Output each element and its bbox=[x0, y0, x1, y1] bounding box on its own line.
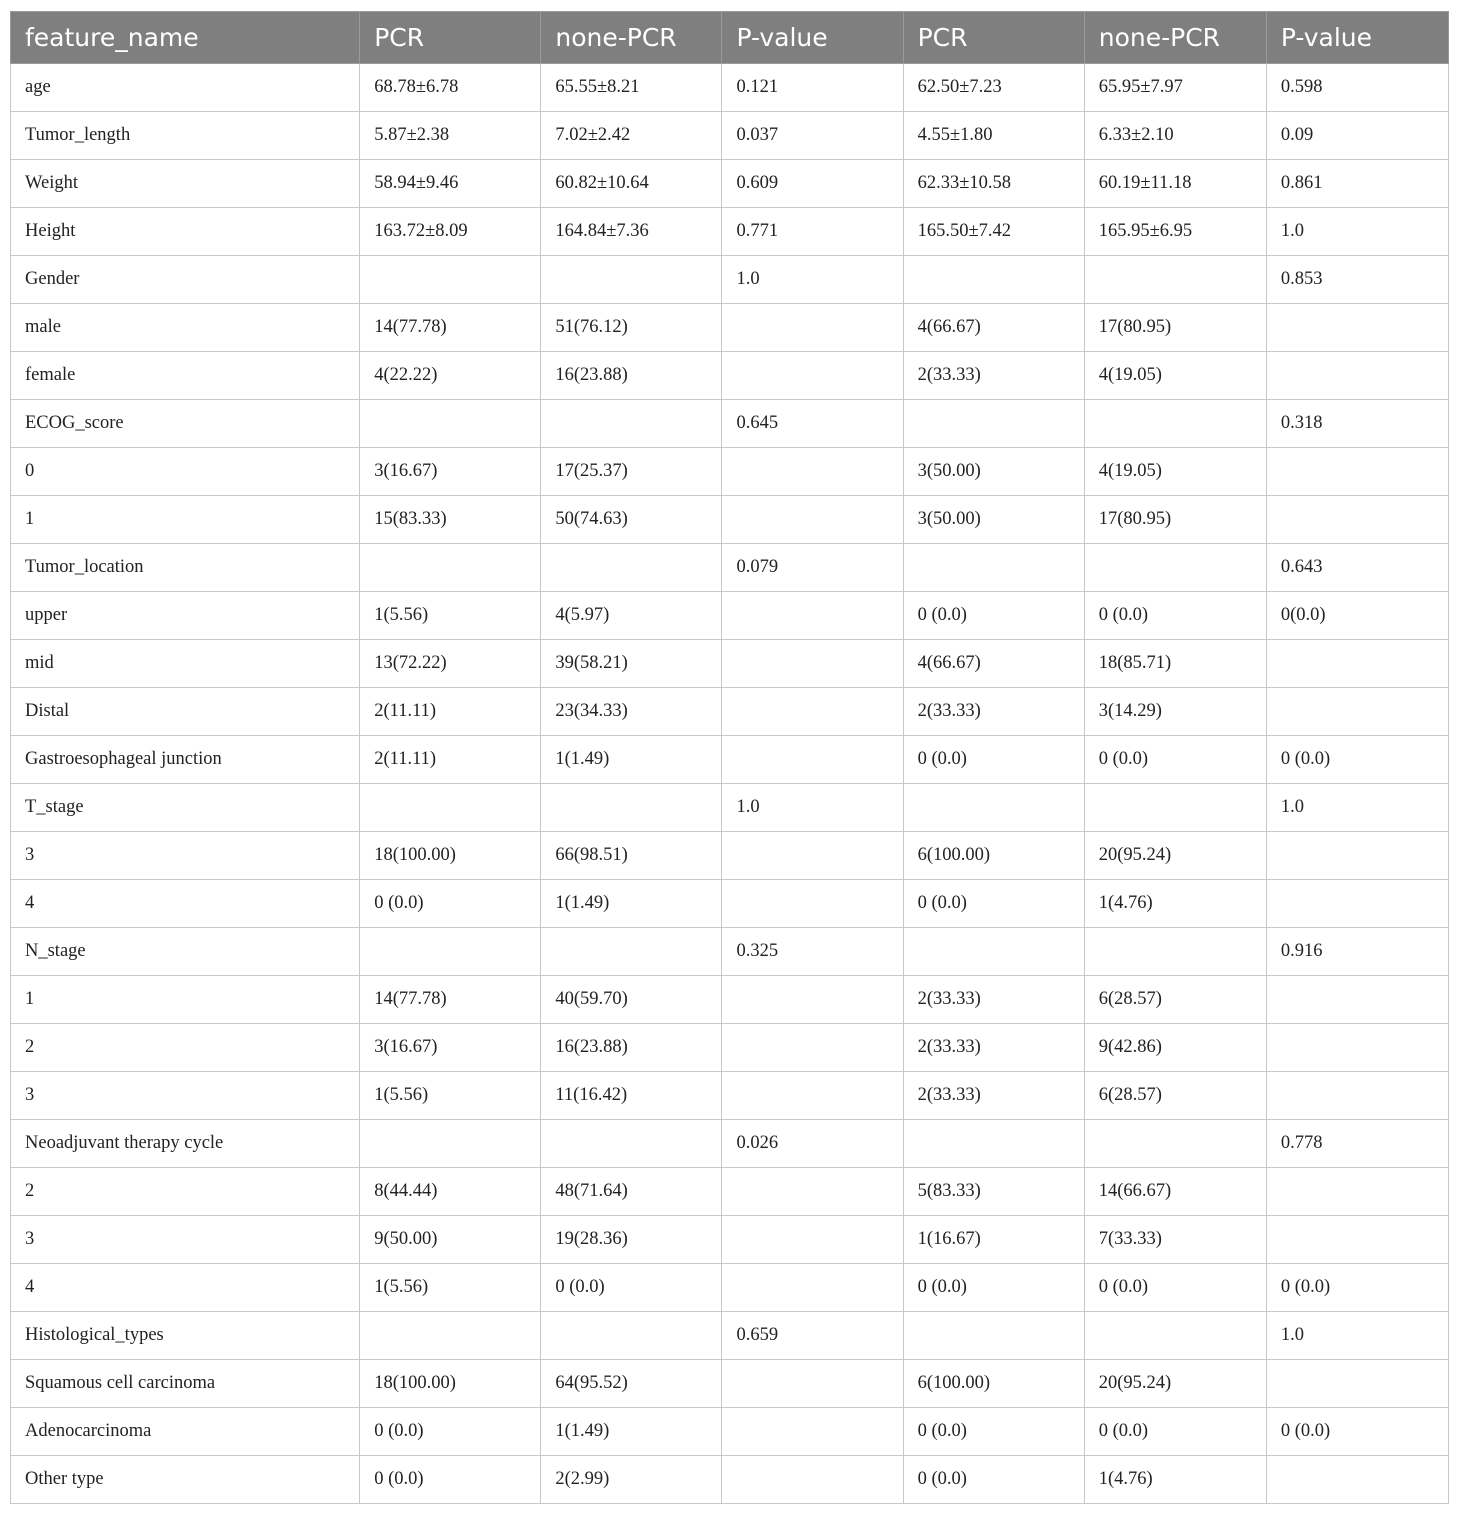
none-pcr-cell: 4(19.05) bbox=[1084, 448, 1266, 496]
p-value-cell bbox=[722, 688, 903, 736]
pcr-cell bbox=[360, 544, 541, 592]
table-row bbox=[11, 1168, 1449, 1216]
feature-name-cell: 4 bbox=[11, 880, 360, 928]
feature-name-cell: Histological_types bbox=[11, 1312, 360, 1360]
p-value-cell bbox=[722, 592, 903, 640]
table-row bbox=[11, 1024, 1449, 1072]
p-value-cell: 0.325 bbox=[722, 928, 903, 976]
none-pcr-cell bbox=[1084, 1312, 1266, 1360]
table-row bbox=[11, 64, 1449, 112]
p-value-cell bbox=[722, 1456, 903, 1504]
none-pcr-cell: 19(28.36) bbox=[541, 1216, 722, 1264]
pcr-cell: 9(50.00) bbox=[360, 1216, 541, 1264]
pcr-cell: 14(77.78) bbox=[360, 304, 541, 352]
table-row bbox=[11, 784, 1449, 832]
header-none-pcr-1: none-PCR bbox=[541, 12, 722, 64]
pcr-cell: 3(16.67) bbox=[360, 1024, 541, 1072]
none-pcr-cell: 1(1.49) bbox=[541, 1408, 722, 1456]
feature-name-cell: Other type bbox=[11, 1456, 360, 1504]
none-pcr-cell bbox=[1084, 256, 1266, 304]
none-pcr-cell bbox=[541, 400, 722, 448]
pcr-cell: 3(50.00) bbox=[903, 448, 1084, 496]
table-row bbox=[11, 352, 1449, 400]
none-pcr-cell bbox=[1084, 1120, 1266, 1168]
p-value-cell: 0 (0.0) bbox=[1266, 1408, 1448, 1456]
p-value-cell bbox=[1266, 352, 1448, 400]
feature-name-cell: ECOG_score bbox=[11, 400, 360, 448]
none-pcr-cell: 1(4.76) bbox=[1084, 1456, 1266, 1504]
pcr-cell: 1(16.67) bbox=[903, 1216, 1084, 1264]
feature-name-cell: 4 bbox=[11, 1264, 360, 1312]
p-value-cell bbox=[722, 736, 903, 784]
feature-name-cell: male bbox=[11, 304, 360, 352]
p-value-cell: 0.598 bbox=[1266, 64, 1448, 112]
feature-name-cell: Neoadjuvant therapy cycle bbox=[11, 1120, 360, 1168]
pcr-cell: 4(22.22) bbox=[360, 352, 541, 400]
none-pcr-cell: 6.33±2.10 bbox=[1084, 112, 1266, 160]
none-pcr-cell: 1(1.49) bbox=[541, 736, 722, 784]
pcr-cell: 5(83.33) bbox=[903, 1168, 1084, 1216]
none-pcr-cell: 164.84±7.36 bbox=[541, 208, 722, 256]
p-value-cell: 0.643 bbox=[1266, 544, 1448, 592]
none-pcr-cell: 7.02±2.42 bbox=[541, 112, 722, 160]
p-value-cell bbox=[1266, 448, 1448, 496]
p-value-cell bbox=[1266, 976, 1448, 1024]
none-pcr-cell: 14(66.67) bbox=[1084, 1168, 1266, 1216]
table-row bbox=[11, 592, 1449, 640]
pcr-cell: 3(50.00) bbox=[903, 496, 1084, 544]
p-value-cell: 0 (0.0) bbox=[1266, 1264, 1448, 1312]
table-row bbox=[11, 832, 1449, 880]
p-value-cell: 0.609 bbox=[722, 160, 903, 208]
header-feature-name: feature_name bbox=[11, 12, 360, 64]
table-row bbox=[11, 496, 1449, 544]
none-pcr-cell: 0 (0.0) bbox=[541, 1264, 722, 1312]
feature-name-cell: Height bbox=[11, 208, 360, 256]
table-row bbox=[11, 688, 1449, 736]
none-pcr-cell: 0 (0.0) bbox=[1084, 592, 1266, 640]
pcr-cell bbox=[903, 1120, 1084, 1168]
header-p-value-1: P-value bbox=[722, 12, 903, 64]
header-pcr-1: PCR bbox=[360, 12, 541, 64]
none-pcr-cell: 17(80.95) bbox=[1084, 304, 1266, 352]
none-pcr-cell: 39(58.21) bbox=[541, 640, 722, 688]
pcr-cell: 4(66.67) bbox=[903, 640, 1084, 688]
feature-name-cell: Distal bbox=[11, 688, 360, 736]
p-value-cell bbox=[722, 832, 903, 880]
table-row bbox=[11, 1072, 1449, 1120]
none-pcr-cell: 20(95.24) bbox=[1084, 1360, 1266, 1408]
table-row bbox=[11, 640, 1449, 688]
p-value-cell bbox=[722, 1408, 903, 1456]
p-value-cell bbox=[1266, 1360, 1448, 1408]
none-pcr-cell: 4(19.05) bbox=[1084, 352, 1266, 400]
none-pcr-cell: 2(2.99) bbox=[541, 1456, 722, 1504]
pcr-cell: 0 (0.0) bbox=[903, 592, 1084, 640]
pcr-cell: 2(33.33) bbox=[903, 1072, 1084, 1120]
pcr-cell: 0 (0.0) bbox=[360, 1408, 541, 1456]
none-pcr-cell bbox=[541, 928, 722, 976]
p-value-cell bbox=[1266, 1072, 1448, 1120]
p-value-cell: 0.026 bbox=[722, 1120, 903, 1168]
pcr-cell: 62.33±10.58 bbox=[903, 160, 1084, 208]
none-pcr-cell: 20(95.24) bbox=[1084, 832, 1266, 880]
none-pcr-cell: 16(23.88) bbox=[541, 352, 722, 400]
p-value-cell: 0.916 bbox=[1266, 928, 1448, 976]
p-value-cell bbox=[1266, 304, 1448, 352]
p-value-cell: 0.778 bbox=[1266, 1120, 1448, 1168]
pcr-cell: 13(72.22) bbox=[360, 640, 541, 688]
feature-name-cell: Gender bbox=[11, 256, 360, 304]
p-value-cell bbox=[722, 1024, 903, 1072]
pcr-cell: 4(66.67) bbox=[903, 304, 1084, 352]
table-header bbox=[11, 12, 1449, 64]
table-row bbox=[11, 448, 1449, 496]
p-value-cell: 0.771 bbox=[722, 208, 903, 256]
feature-name-cell: 1 bbox=[11, 976, 360, 1024]
none-pcr-cell: 23(34.33) bbox=[541, 688, 722, 736]
p-value-cell bbox=[1266, 880, 1448, 928]
p-value-cell: 0 (0.0) bbox=[1266, 736, 1448, 784]
pcr-cell: 0 (0.0) bbox=[903, 736, 1084, 784]
pcr-cell: 5.87±2.38 bbox=[360, 112, 541, 160]
table-row bbox=[11, 880, 1449, 928]
p-value-cell bbox=[1266, 1456, 1448, 1504]
table-body bbox=[11, 64, 1449, 1504]
p-value-cell: 1.0 bbox=[722, 256, 903, 304]
p-value-cell: 0.121 bbox=[722, 64, 903, 112]
pcr-cell: 68.78±6.78 bbox=[360, 64, 541, 112]
p-value-cell: 1.0 bbox=[722, 784, 903, 832]
header-pcr-2: PCR bbox=[903, 12, 1084, 64]
p-value-cell bbox=[722, 304, 903, 352]
p-value-cell bbox=[1266, 832, 1448, 880]
none-pcr-cell: 18(85.71) bbox=[1084, 640, 1266, 688]
none-pcr-cell: 16(23.88) bbox=[541, 1024, 722, 1072]
pcr-cell: 2(33.33) bbox=[903, 1024, 1084, 1072]
none-pcr-cell: 4(5.97) bbox=[541, 592, 722, 640]
p-value-cell: 0.861 bbox=[1266, 160, 1448, 208]
none-pcr-cell bbox=[1084, 784, 1266, 832]
pcr-cell: 6(100.00) bbox=[903, 1360, 1084, 1408]
pcr-cell: 4.55±1.80 bbox=[903, 112, 1084, 160]
p-value-cell bbox=[722, 352, 903, 400]
none-pcr-cell: 7(33.33) bbox=[1084, 1216, 1266, 1264]
none-pcr-cell: 65.95±7.97 bbox=[1084, 64, 1266, 112]
p-value-cell bbox=[722, 1216, 903, 1264]
p-value-cell bbox=[1266, 1024, 1448, 1072]
feature-name-cell: age bbox=[11, 64, 360, 112]
pcr-cell: 3(16.67) bbox=[360, 448, 541, 496]
pcr-cell: 2(33.33) bbox=[903, 688, 1084, 736]
p-value-cell bbox=[1266, 496, 1448, 544]
feature-name-cell: Squamous cell carcinoma bbox=[11, 1360, 360, 1408]
pcr-cell: 8(44.44) bbox=[360, 1168, 541, 1216]
feature-name-cell: upper bbox=[11, 592, 360, 640]
p-value-cell bbox=[722, 1360, 903, 1408]
table-row bbox=[11, 1360, 1449, 1408]
none-pcr-cell: 66(98.51) bbox=[541, 832, 722, 880]
none-pcr-cell bbox=[1084, 400, 1266, 448]
table-row bbox=[11, 304, 1449, 352]
none-pcr-cell: 0 (0.0) bbox=[1084, 1264, 1266, 1312]
table-row bbox=[11, 256, 1449, 304]
p-value-cell bbox=[722, 1168, 903, 1216]
none-pcr-cell bbox=[1084, 928, 1266, 976]
feature-name-cell: 2 bbox=[11, 1024, 360, 1072]
p-value-cell bbox=[1266, 688, 1448, 736]
p-value-cell: 0.645 bbox=[722, 400, 903, 448]
pcr-cell: 0 (0.0) bbox=[360, 880, 541, 928]
table-row bbox=[11, 976, 1449, 1024]
table-row bbox=[11, 1264, 1449, 1312]
clinical-features-table bbox=[10, 11, 1449, 1504]
pcr-cell: 14(77.78) bbox=[360, 976, 541, 1024]
table-row bbox=[11, 208, 1449, 256]
p-value-cell bbox=[1266, 1216, 1448, 1264]
none-pcr-cell bbox=[541, 1312, 722, 1360]
pcr-cell: 2(11.11) bbox=[360, 736, 541, 784]
none-pcr-cell: 165.95±6.95 bbox=[1084, 208, 1266, 256]
none-pcr-cell: 60.82±10.64 bbox=[541, 160, 722, 208]
none-pcr-cell: 6(28.57) bbox=[1084, 1072, 1266, 1120]
feature-name-cell: Tumor_location bbox=[11, 544, 360, 592]
feature-name-cell: Weight bbox=[11, 160, 360, 208]
pcr-cell bbox=[360, 1312, 541, 1360]
p-value-cell: 0.037 bbox=[722, 112, 903, 160]
pcr-cell: 0 (0.0) bbox=[903, 1456, 1084, 1504]
feature-name-cell: 2 bbox=[11, 1168, 360, 1216]
feature-name-cell: 3 bbox=[11, 1072, 360, 1120]
p-value-cell: 0.09 bbox=[1266, 112, 1448, 160]
header-p-value-2: P-value bbox=[1266, 12, 1448, 64]
none-pcr-cell: 17(80.95) bbox=[1084, 496, 1266, 544]
table-row bbox=[11, 1120, 1449, 1168]
feature-name-cell: 1 bbox=[11, 496, 360, 544]
none-pcr-cell: 65.55±8.21 bbox=[541, 64, 722, 112]
table-row bbox=[11, 1312, 1449, 1360]
data-table-container bbox=[10, 11, 1449, 1504]
pcr-cell: 1(5.56) bbox=[360, 1072, 541, 1120]
p-value-cell: 0.853 bbox=[1266, 256, 1448, 304]
pcr-cell bbox=[903, 256, 1084, 304]
table-row bbox=[11, 1456, 1449, 1504]
pcr-cell: 0 (0.0) bbox=[903, 1408, 1084, 1456]
p-value-cell bbox=[1266, 640, 1448, 688]
pcr-cell: 2(33.33) bbox=[903, 976, 1084, 1024]
feature-name-cell: female bbox=[11, 352, 360, 400]
feature-name-cell: 0 bbox=[11, 448, 360, 496]
pcr-cell: 1(5.56) bbox=[360, 1264, 541, 1312]
feature-name-cell: Gastroesophageal junction bbox=[11, 736, 360, 784]
table-row bbox=[11, 400, 1449, 448]
pcr-cell bbox=[903, 1312, 1084, 1360]
p-value-cell: 1.0 bbox=[1266, 208, 1448, 256]
p-value-cell bbox=[722, 976, 903, 1024]
none-pcr-cell: 0 (0.0) bbox=[1084, 736, 1266, 784]
pcr-cell: 18(100.00) bbox=[360, 832, 541, 880]
none-pcr-cell bbox=[541, 784, 722, 832]
pcr-cell bbox=[903, 928, 1084, 976]
p-value-cell: 0.079 bbox=[722, 544, 903, 592]
table-row bbox=[11, 1408, 1449, 1456]
header-none-pcr-2: none-PCR bbox=[1084, 12, 1266, 64]
p-value-cell: 1.0 bbox=[1266, 784, 1448, 832]
pcr-cell bbox=[360, 928, 541, 976]
pcr-cell: 0 (0.0) bbox=[360, 1456, 541, 1504]
pcr-cell bbox=[903, 544, 1084, 592]
pcr-cell: 18(100.00) bbox=[360, 1360, 541, 1408]
feature-name-cell: Tumor_length bbox=[11, 112, 360, 160]
feature-name-cell: Adenocarcinoma bbox=[11, 1408, 360, 1456]
pcr-cell: 165.50±7.42 bbox=[903, 208, 1084, 256]
pcr-cell: 15(83.33) bbox=[360, 496, 541, 544]
none-pcr-cell bbox=[541, 256, 722, 304]
none-pcr-cell: 64(95.52) bbox=[541, 1360, 722, 1408]
table-row bbox=[11, 928, 1449, 976]
p-value-cell: 0.659 bbox=[722, 1312, 903, 1360]
table-row bbox=[11, 736, 1449, 784]
pcr-cell: 1(5.56) bbox=[360, 592, 541, 640]
feature-name-cell: 3 bbox=[11, 1216, 360, 1264]
pcr-cell bbox=[360, 400, 541, 448]
p-value-cell bbox=[722, 448, 903, 496]
none-pcr-cell: 1(4.76) bbox=[1084, 880, 1266, 928]
none-pcr-cell: 17(25.37) bbox=[541, 448, 722, 496]
pcr-cell: 2(33.33) bbox=[903, 352, 1084, 400]
none-pcr-cell: 60.19±11.18 bbox=[1084, 160, 1266, 208]
none-pcr-cell: 11(16.42) bbox=[541, 1072, 722, 1120]
p-value-cell bbox=[722, 496, 903, 544]
table-row bbox=[11, 544, 1449, 592]
pcr-cell bbox=[360, 1120, 541, 1168]
feature-name-cell: mid bbox=[11, 640, 360, 688]
none-pcr-cell: 48(71.64) bbox=[541, 1168, 722, 1216]
pcr-cell bbox=[360, 784, 541, 832]
p-value-cell: 1.0 bbox=[1266, 1312, 1448, 1360]
table-row bbox=[11, 112, 1449, 160]
none-pcr-cell: 6(28.57) bbox=[1084, 976, 1266, 1024]
pcr-cell: 58.94±9.46 bbox=[360, 160, 541, 208]
p-value-cell bbox=[722, 880, 903, 928]
none-pcr-cell: 1(1.49) bbox=[541, 880, 722, 928]
none-pcr-cell: 40(59.70) bbox=[541, 976, 722, 1024]
none-pcr-cell bbox=[541, 1120, 722, 1168]
feature-name-cell: N_stage bbox=[11, 928, 360, 976]
p-value-cell bbox=[722, 1264, 903, 1312]
pcr-cell: 0 (0.0) bbox=[903, 880, 1084, 928]
p-value-cell bbox=[1266, 1168, 1448, 1216]
none-pcr-cell bbox=[1084, 544, 1266, 592]
none-pcr-cell bbox=[541, 544, 722, 592]
table-row bbox=[11, 1216, 1449, 1264]
none-pcr-cell: 3(14.29) bbox=[1084, 688, 1266, 736]
feature-name-cell: T_stage bbox=[11, 784, 360, 832]
pcr-cell bbox=[360, 256, 541, 304]
p-value-cell: 0(0.0) bbox=[1266, 592, 1448, 640]
p-value-cell bbox=[722, 640, 903, 688]
pcr-cell: 62.50±7.23 bbox=[903, 64, 1084, 112]
pcr-cell: 0 (0.0) bbox=[903, 1264, 1084, 1312]
pcr-cell bbox=[903, 400, 1084, 448]
pcr-cell: 163.72±8.09 bbox=[360, 208, 541, 256]
none-pcr-cell: 9(42.86) bbox=[1084, 1024, 1266, 1072]
table-row bbox=[11, 160, 1449, 208]
pcr-cell: 6(100.00) bbox=[903, 832, 1084, 880]
p-value-cell: 0.318 bbox=[1266, 400, 1448, 448]
none-pcr-cell: 0 (0.0) bbox=[1084, 1408, 1266, 1456]
pcr-cell bbox=[903, 784, 1084, 832]
none-pcr-cell: 51(76.12) bbox=[541, 304, 722, 352]
none-pcr-cell: 50(74.63) bbox=[541, 496, 722, 544]
feature-name-cell: 3 bbox=[11, 832, 360, 880]
header-row bbox=[11, 12, 1449, 64]
pcr-cell: 2(11.11) bbox=[360, 688, 541, 736]
p-value-cell bbox=[722, 1072, 903, 1120]
